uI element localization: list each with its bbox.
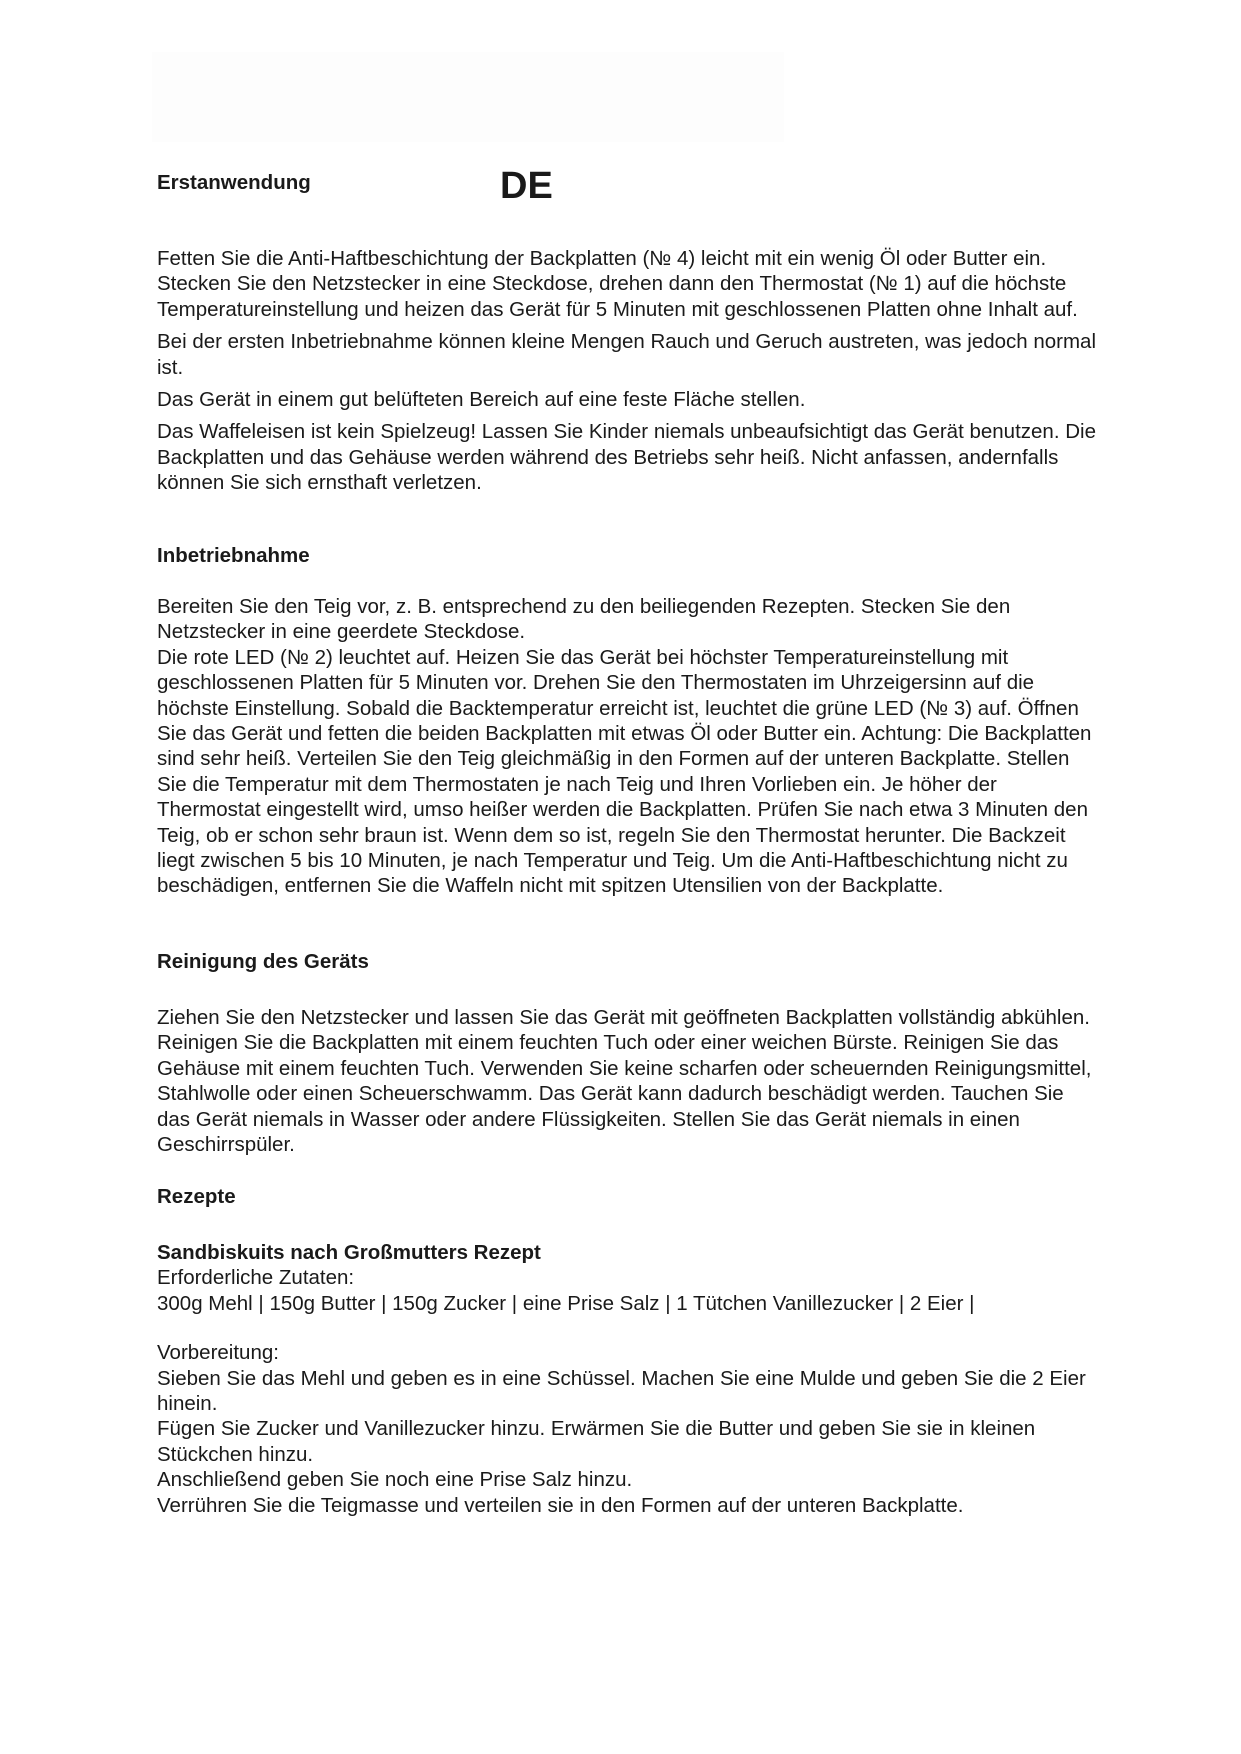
section-reinigung (157, 949, 1097, 974)
section-reinigung-body (157, 1005, 1097, 1157)
ingredients-label: Erforderliche Zutaten: (157, 1266, 355, 1290)
ingredients-list: 300g Mehl | 150g Butter | 150g Zucker | eine Prise Salz | 1 Tütchen Vanillezucker | 2 Eier | (157, 1291, 975, 1315)
section-rezepte (157, 1184, 1097, 1209)
top-margin-band (152, 52, 784, 142)
language-code: DE (500, 165, 553, 207)
paragraph: Die rote LED (№ 2) leuchtet auf. Heizen Sie das Gerät bei höchster Temperatureinstellung mit geschlossenen Platten für 5 Minuten vor. Drehen Sie den Thermostaten im Uhrzeigersinn auf die höchste Einstellung. Sobald die Backtemperatur erreicht ist, leuchtet die grüne LED (№ 3) auf. Öffnen Sie das Gerät und fetten die beiden Backplatten mit etwas Öl oder Butter ein. Achtung: Die Backplatten sind sehr heiß. Verteilen Sie den Teig gleichmäßig in den Formen auf der unteren Backplatte. Stellen Sie die Temperatur mit dem Thermostaten je nach Teig und Ihren Vorlieben ein. Je höher der Thermostat eingestellt wird, umso heißer werden die Backplatten. Prüfen Sie nach etwa 3 Minuten den Teig, ob er schon sehr braun ist. Wenn dem so ist, regeln Sie den Thermostat herunter. Die Backzeit liegt zwischen 5 bis 10 Minuten, je nach Temperatur und Teig. Um die Anti-Haftbeschichtung nicht zu beschädigen, entfernen Sie die Waffeln nicht mit spitzen Utensilien von der Backplatte. (157, 645, 1092, 898)
recipe-step: Anschließend geben Sie noch eine Prise Salz hinzu. (157, 1468, 633, 1492)
section-title-reinigung: Reinigung des Geräts (157, 950, 369, 973)
section-erstanwendung (157, 246, 1097, 496)
paragraph: Das Waffeleisen ist kein Spielzeug! Lassen Sie Kinder niemals unbeaufsichtigt das Gerät benutzen. Die Backplatten und das Gehäuse werden während des Betriebs sehr heiß. Nicht anfassen, andernfalls können Sie sich ernsthaft verletzen. (157, 420, 1096, 495)
paragraph: Bei der ersten Inbetriebnahme können kleine Mengen Rauch und Geruch austreten, was jedoch normal ist. (157, 330, 1097, 379)
paragraph: Fetten Sie die Anti-Haftbeschichtung der Backplatten (№ 4) leicht mit ein wenig Öl oder Butter ein. Stecken Sie den Netzstecker in eine Steckdose, drehen dann den Thermostat (№ 1) auf die höchste Temperatureinstellung und heizen das Gerät für 5 Minuten mit geschlossenen Platten ohne Inhalt auf. (157, 247, 1078, 321)
section-title-erstanwendung: Erstanwendung (157, 171, 311, 194)
paragraph: Das Gerät in einem gut belüfteten Bereich auf eine feste Fläche stellen. (157, 388, 806, 412)
preparation-label: Vorbereitung: (157, 1341, 279, 1365)
section-title-inbetriebnahme: Inbetriebnahme (157, 544, 310, 567)
paragraph: Bereiten Sie den Teig vor, z. B. entsprechend zu den beiliegenden Rezepten. Stecken Sie den Netzstecker in eine geerdete Steckdose. (157, 595, 1011, 644)
section-inbetriebnahme-body (157, 594, 1097, 899)
recipe (157, 1240, 1097, 1518)
recipe-step: Sieben Sie das Mehl und geben es in eine Schüssel. Machen Sie eine Mulde und geben Sie die 2 Eier hinein. (157, 1366, 1086, 1416)
paragraph: Ziehen Sie den Netzstecker und lassen Sie das Gerät mit geöffneten Backplatten vollständig abkühlen. Reinigen Sie die Backplatten mit einem feuchten Tuch oder einer weichen Bürste. Reinigen Sie das Gehäuse mit einem feuchten Tuch. Verwenden Sie keine scharfen oder scheuernden Reinigungsmittel, Stahlwolle oder einen Scheuerschwamm. Das Gerät kann dadurch beschädigt werden. Tauchen Sie das Gerät niemals in Wasser oder andere Flüssigkeiten. Stellen Sie das Gerät niemals in einen Geschirrspüler. (157, 1006, 1092, 1157)
recipe-title: Sandbiskuits nach Großmutters Rezept (157, 1241, 541, 1264)
recipe-step: Fügen Sie Zucker und Vanillezucker hinzu. Erwärmen Sie die Butter und geben Sie sie in kleinen Stückchen hinzu. (157, 1417, 1036, 1466)
section-inbetriebnahme (157, 543, 1097, 568)
page-header (157, 165, 1097, 220)
section-title-rezepte: Rezepte (157, 1185, 236, 1208)
recipe-step: Verrühren Sie die Teigmasse und verteilen sie in den Formen auf der unteren Backplatte. (157, 1493, 964, 1517)
